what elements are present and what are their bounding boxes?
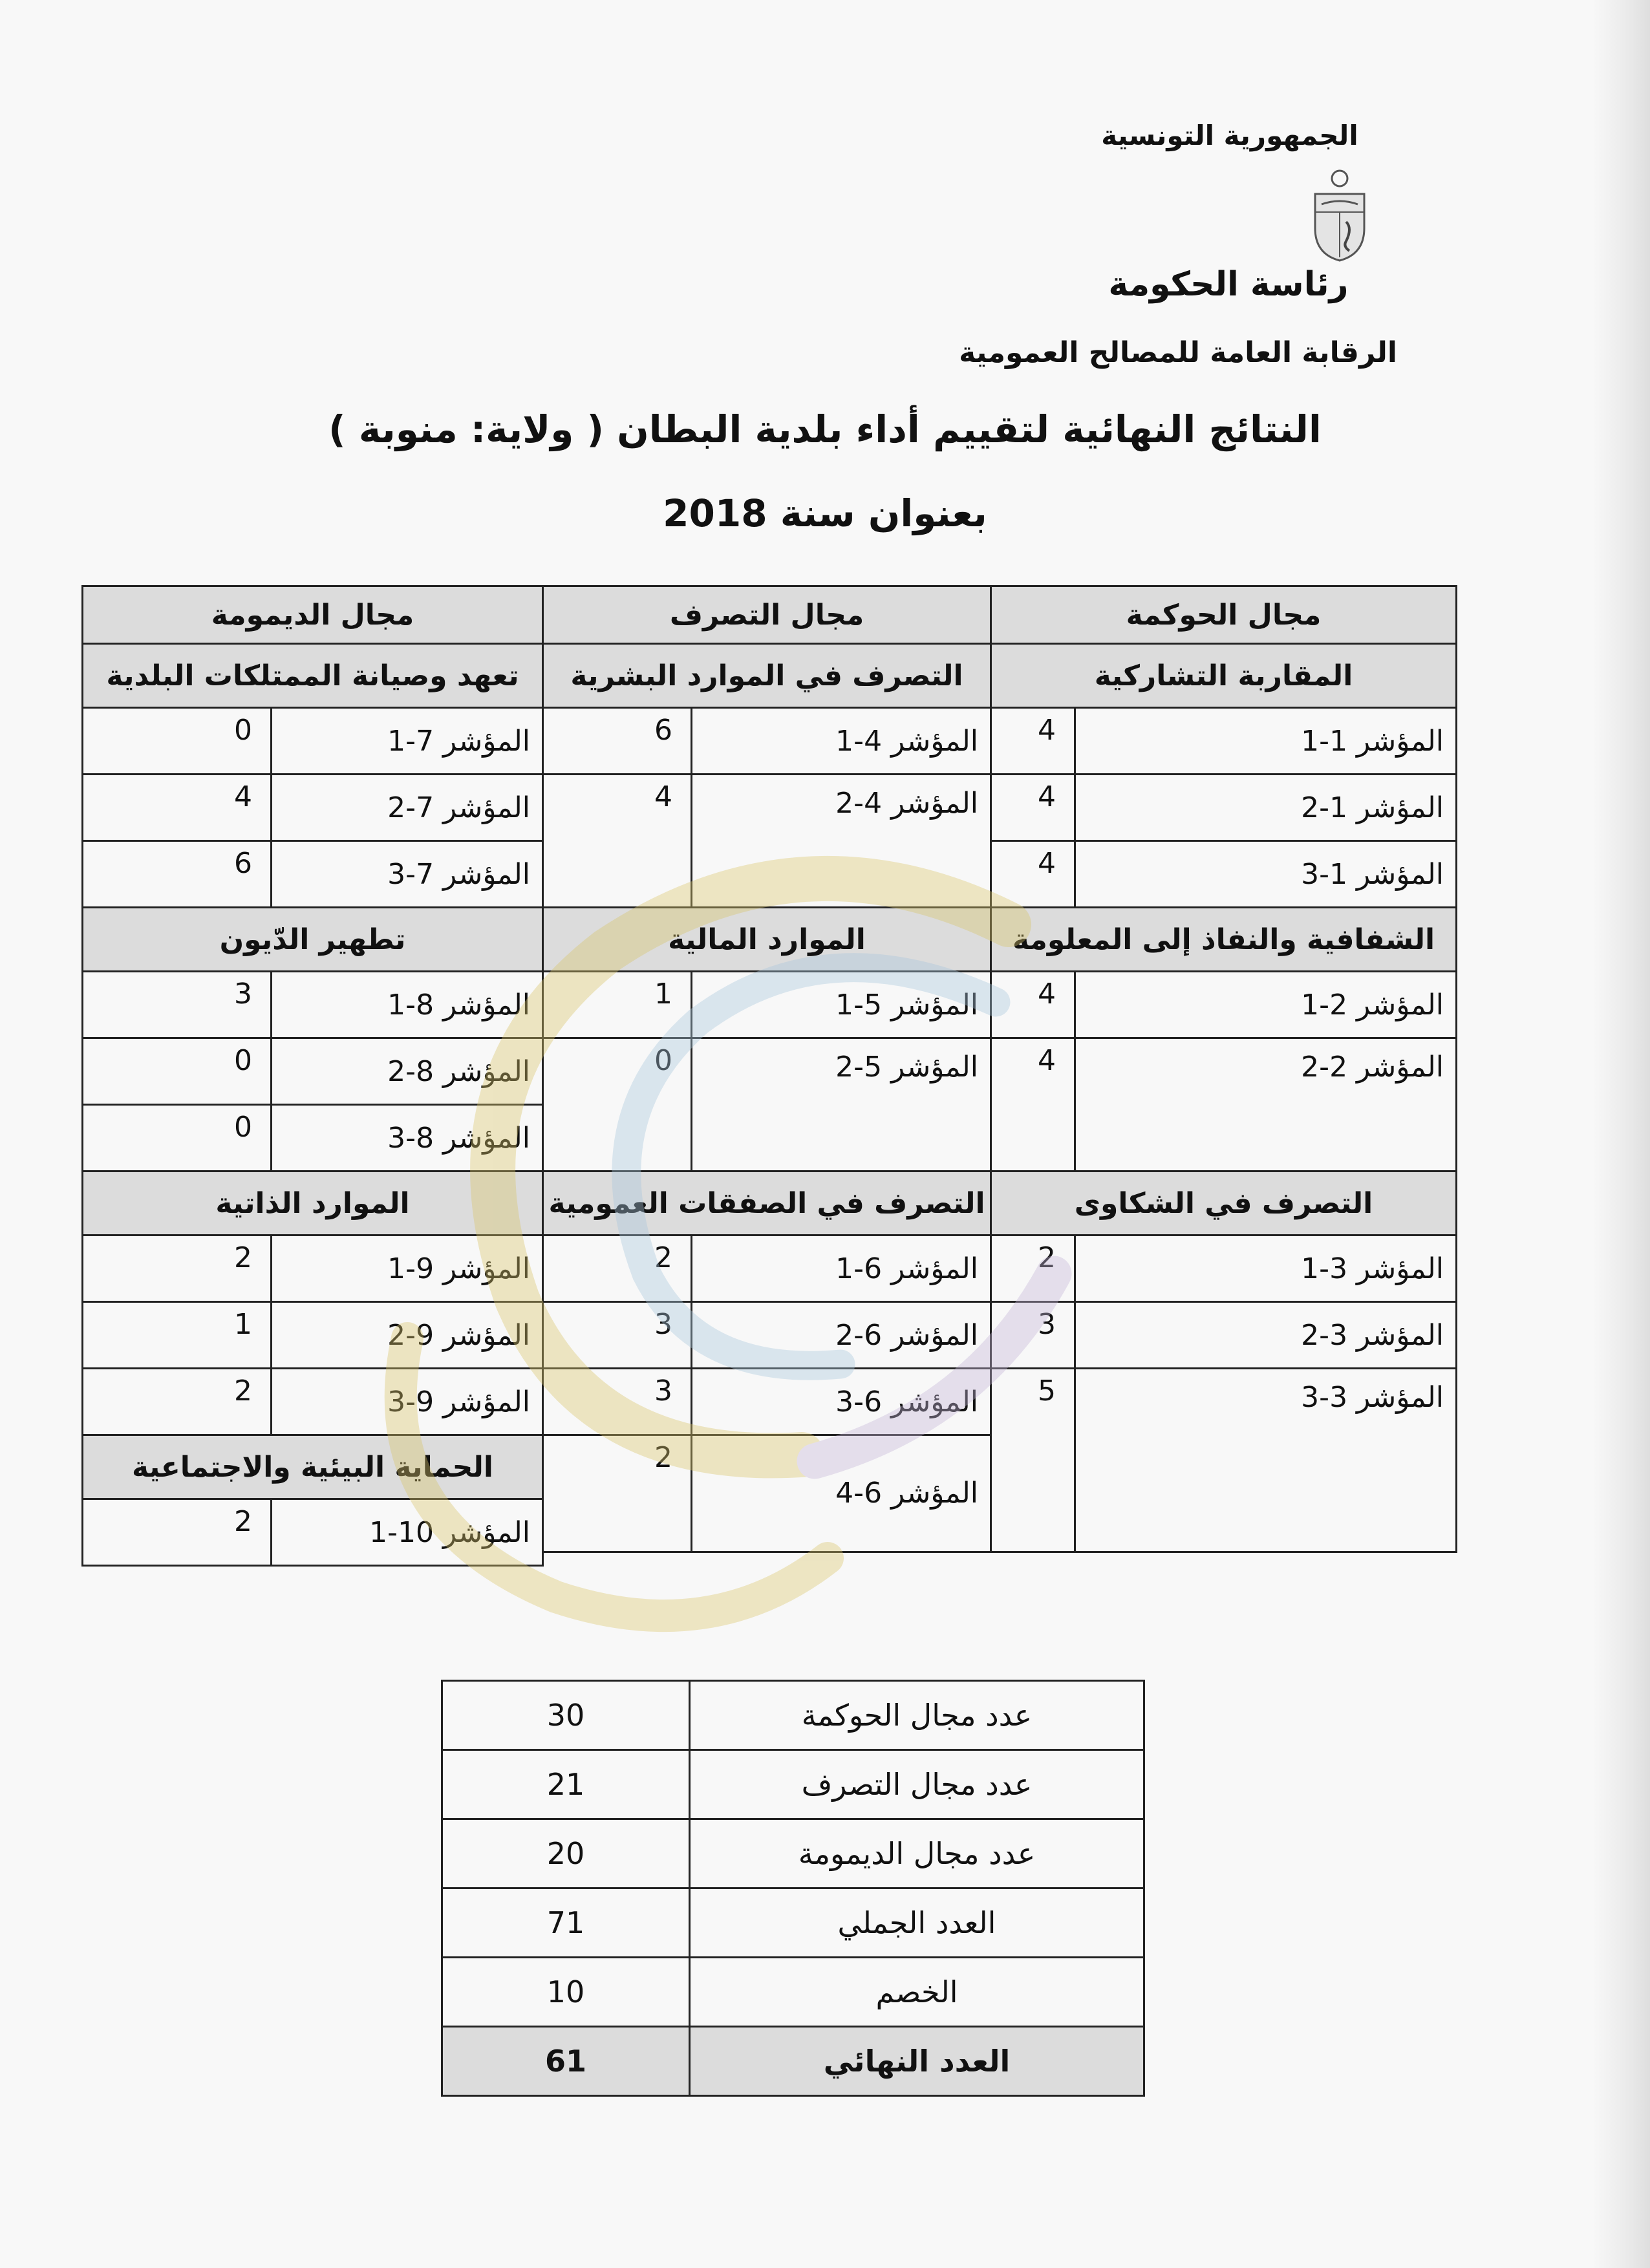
indicator-score: 2 [83,1369,272,1435]
indicator-score: 2 [543,1236,692,1302]
blank-cell [543,1552,1457,1566]
indicator-label: المؤشر 1-2 [1075,775,1457,841]
indicator-label: المؤشر 1-1 [1075,708,1457,775]
summary-label: عدد مجال الديمومة [690,1819,1144,1888]
indicator-label: المؤشر 9-3 [272,1369,543,1435]
indicator-label: المؤشر 6-1 [692,1236,991,1302]
indicator-score: 3 [991,1302,1075,1369]
indicator-label: المؤشر 6-2 [692,1302,991,1369]
indicator-score: 2 [543,1435,692,1552]
indicator-score: 5 [991,1369,1075,1552]
indicator-score: 4 [991,841,1075,908]
indicator-label: المؤشر 6-3 [692,1369,991,1435]
indicator-score: 4 [991,1038,1075,1171]
summary-value: 20 [442,1819,690,1888]
indicator-label: المؤشر 9-2 [272,1302,543,1369]
indicator-score: 3 [83,972,272,1038]
indicator-score: 4 [991,708,1075,775]
indicator-score: 4 [83,775,272,841]
indicator-label: المؤشر 7-1 [272,708,543,775]
indicator-label: المؤشر 4-2 [692,775,991,908]
section-maintenance-title: تعهد وصيانة الممتلكات البلدية [83,644,543,708]
section-complaints-title: التصرف في الشكاوى [991,1171,1457,1236]
state-emblem-icon [1301,167,1378,264]
section-debt-title: تطهير الدّيون [83,908,543,972]
indicator-score: 0 [83,708,272,775]
indicator-label: المؤشر 8-3 [272,1105,543,1171]
indicator-score: 2 [83,1236,272,1302]
presidency-name: رئاسة الحكومة [1108,265,1349,304]
indicator-label: المؤشر 8-2 [272,1038,543,1105]
summary-label: عدد مجال التصرف [690,1750,1144,1819]
indicator-label: المؤشر 7-2 [272,775,543,841]
indicator-label: المؤشر 5-2 [692,1038,991,1171]
summary-value: 21 [442,1750,690,1819]
indicator-score: 0 [83,1105,272,1171]
scan-edge [1592,0,1650,2268]
indicator-label: المؤشر 3-3 [1075,1369,1457,1552]
summary-value: 71 [442,1888,690,1958]
control-body-name: الرقابة العامة للمصالح العمومية [959,336,1397,369]
summary-label: عدد مجال الحوكمة [690,1681,1144,1750]
indicator-score: 1 [543,972,692,1038]
section-procurement-title: التصرف في الصفقات العمومية [543,1171,991,1236]
summary-final-value: 61 [442,2027,690,2096]
indicator-score: 2 [991,1236,1075,1302]
indicator-label: المؤشر 6-4 [692,1435,991,1552]
section-finance-title: الموارد المالية [543,908,991,972]
summary-table [441,1680,1145,2097]
republic-name: الجمهورية التونسية [1101,120,1358,151]
summary-value: 30 [442,1681,690,1750]
indicator-label: المؤشر 1-3 [1075,841,1457,908]
indicator-label: المؤشر 3-2 [1075,1302,1457,1369]
summary-final-label: العدد النهائي [690,2027,1144,2096]
indicator-score: 6 [543,708,692,775]
section-hr-title: التصرف في الموارد البشرية [543,644,991,708]
domain-sustainability: مجال الديمومة [83,586,543,644]
indicator-label: المؤشر 9-1 [272,1236,543,1302]
indicator-label: المؤشر 4-1 [692,708,991,775]
indicator-score: 6 [83,841,272,908]
document-title: النتائج النهائية لتقييم أداء بلدية البطان ( ولاية: منوبة ) [328,407,1322,451]
indicator-score: 3 [543,1369,692,1435]
summary-value: 10 [442,1958,690,2027]
domain-governance: مجال الحوكمة [991,586,1457,644]
indicator-score: 4 [991,775,1075,841]
section-transparency-title: الشفافية والنفاذ إلى المعلومة [991,908,1457,972]
indicator-score: 1 [83,1302,272,1369]
indicator-label: المؤشر 5-1 [692,972,991,1038]
summary-label: الخصم [690,1958,1144,2027]
section-participatory-title: المقاربة التشاركية [991,644,1457,708]
indicator-score: 4 [991,972,1075,1038]
indicator-score: 3 [543,1302,692,1369]
indicator-score: 2 [83,1499,272,1566]
evaluation-table [81,585,1457,1567]
indicator-label: المؤشر 3-1 [1075,1236,1457,1302]
section-environment-title: الحماية البيئية والاجتماعية [83,1435,543,1499]
indicator-label: المؤشر 10-1 [272,1499,543,1566]
indicator-label: المؤشر 2-2 [1075,1038,1457,1171]
indicator-score: 4 [543,775,692,908]
indicator-score: 0 [83,1038,272,1105]
indicator-label: المؤشر 2-1 [1075,972,1457,1038]
domain-management: مجال التصرف [543,586,991,644]
section-own-resources-title: الموارد الذاتية [83,1171,543,1236]
indicator-label: المؤشر 8-1 [272,972,543,1038]
document-year: بعنوان سنة 2018 [663,491,987,535]
indicator-score: 0 [543,1038,692,1171]
summary-label: العدد الجملي [690,1888,1144,1958]
indicator-label: المؤشر 7-3 [272,841,543,908]
